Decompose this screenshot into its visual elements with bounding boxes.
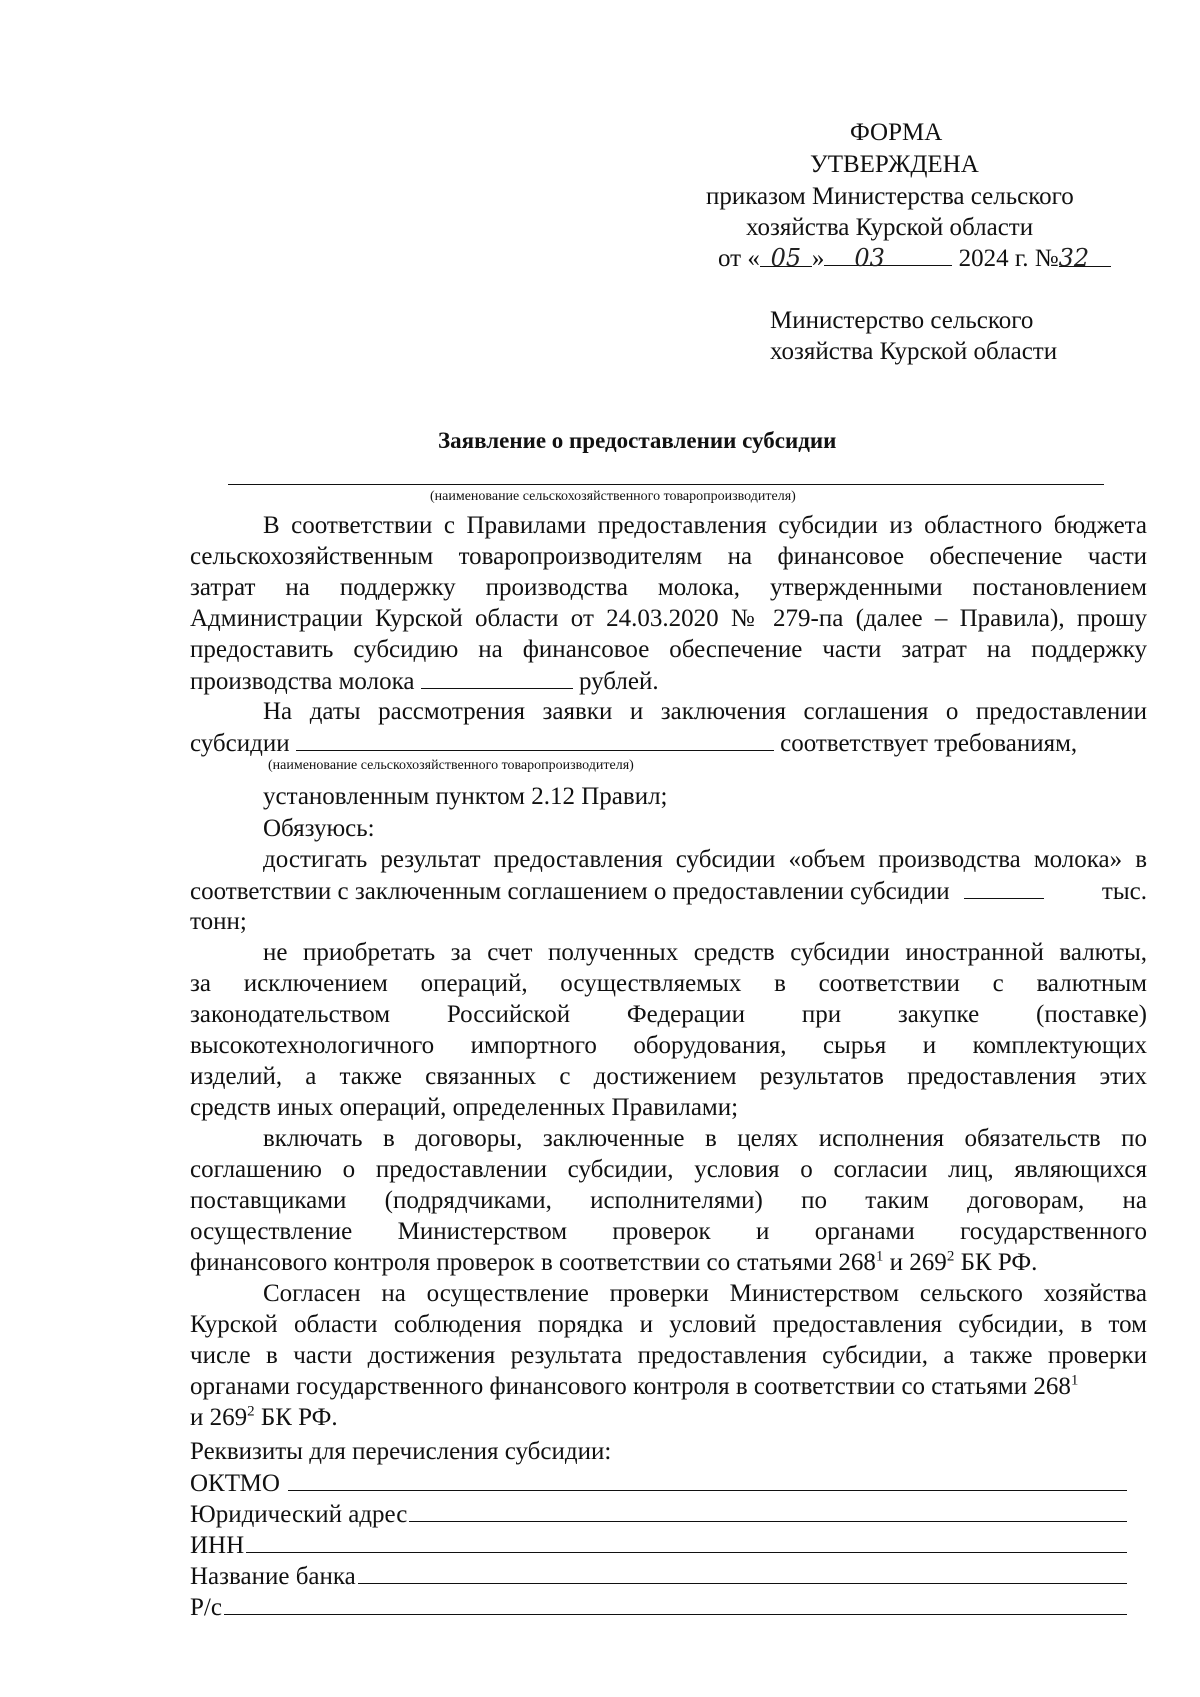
obligation-c-line-4: осуществление Министерством проверок и органами государственного: [190, 1218, 1147, 1245]
para1-line-6: [190, 666, 659, 696]
obligation-c-line-3: поставщиками (подрядчиками, исполнителями) по таким договорам, на: [190, 1187, 1147, 1214]
oktmo-row: [190, 1468, 1127, 1498]
date-day: 05: [770, 244, 802, 272]
producer-caption: (наименование сельскохозяйственного товаропроизводителя): [430, 489, 796, 504]
obligations-heading: Обязуюсь:: [263, 815, 375, 842]
obligation-b-line-5: изделий, а также связанных с достижением результатов предоставления этих: [190, 1063, 1147, 1090]
obligation-c-line-2: соглашению о предоставлении субсидии, условия о согласии лиц, являющихся: [190, 1156, 1147, 1183]
para1-line-6-start: производства молока: [190, 668, 415, 695]
obligation-c-line-5-mid: и 269: [889, 1249, 947, 1276]
sup-2: 2: [946, 1248, 955, 1265]
date-mid: »: [811, 245, 825, 272]
consent-line-4-text: органами государственного финансового контроля в соответствии со статьями 268: [190, 1373, 1071, 1400]
obligation-b-line-3: законодательством Российской Федерации при закупке (поставке): [190, 1001, 1147, 1028]
order-line-1: приказом Министерства сельского: [706, 183, 1074, 210]
account-row: [190, 1592, 1127, 1622]
producer-name-field[interactable]: [296, 728, 774, 751]
consent-line-2: Курской области соблюдения порядка и условий предоставления субсидии, в том: [190, 1311, 1147, 1338]
obligation-a-line-3: тонн;: [190, 908, 247, 935]
consent-line-5-start: и 269: [190, 1404, 248, 1431]
para1-line-5: предоставить субсидию на финансовое обеспечение части затрат на поддержку: [190, 636, 1147, 663]
consent-line-1: Согласен на осуществление проверки Министерством сельского хозяйства: [263, 1280, 1147, 1307]
inn-label: ИНН: [190, 1532, 245, 1559]
para2-line-2-end: соответствует требованиям,: [780, 730, 1078, 757]
document-title: Заявление о предоставлении субсидии: [438, 428, 837, 453]
obligation-b-line-2: за исключением операций, осуществляемых в соответствии с валютным: [190, 970, 1147, 997]
para1-line-2: сельскохозяйственным товаропроизводителям на финансовое обеспечение части: [190, 543, 1147, 570]
legal-address-label: Юридический адрес: [190, 1501, 408, 1528]
obligation-a-line-2: [190, 876, 1147, 906]
para1-line-3: затрат на поддержку производства молока, утвержденными постановлением: [190, 574, 1147, 601]
obligation-b-line-4: высокотехнологичного импортного оборудования, сырья и комплектующих: [190, 1032, 1147, 1059]
bank-label: Название банка: [190, 1563, 356, 1590]
date-month: 03: [854, 244, 885, 272]
sup-1b: 1: [1070, 1372, 1079, 1389]
para1-line-4: Администрации Курской области от 24.03.2020 № 279-па (далее – Правила), прошу: [190, 605, 1147, 632]
consent-line-4: [190, 1372, 1078, 1401]
para2-line-3: установленным пунктом 2.12 Правил;: [263, 783, 668, 810]
obligation-c-line-5-start: финансового контроля проверок в соответствии со статьями 268: [190, 1249, 876, 1276]
sup-1: 1: [875, 1248, 884, 1265]
para1-line-1: В соответствии с Правилами предоставления субсидии из областного бюджета: [263, 512, 1147, 539]
sup-2b: 2: [247, 1403, 255, 1420]
addressee-line-1: Министерство сельского: [770, 307, 1034, 334]
bank-row: [190, 1561, 1127, 1591]
obligation-b-line-1: не приобретать за счет полученных средств субсидии иностранной валюты,: [263, 939, 1147, 966]
para2-line-2: [190, 728, 1077, 758]
consent-line-5-end: БК РФ.: [260, 1404, 338, 1431]
obligation-b-line-6: средств иных операций, определенных Правилами;: [190, 1094, 739, 1121]
addressee-line-2: хозяйства Курской области: [770, 338, 1058, 365]
requisites-heading: Реквизиты для перечисления субсидии:: [190, 1438, 612, 1465]
order-number: 32: [1058, 244, 1090, 272]
oktmo-field[interactable]: [288, 1468, 1127, 1491]
legal-address-row: [190, 1499, 1127, 1529]
para2-line-2-start: субсидии: [190, 730, 290, 757]
oktmo-label: ОКТМО: [190, 1470, 280, 1497]
amount-field[interactable]: [421, 666, 573, 689]
obligation-c-line-5: [190, 1248, 1037, 1277]
milk-volume-field[interactable]: [964, 876, 1044, 899]
obligation-a-line-1: достигать результат предоставления субсидии «объем производства молока» в: [263, 846, 1147, 873]
form-label: ФОРМА: [850, 119, 943, 146]
bank-field[interactable]: [358, 1561, 1127, 1584]
order-date-line: [718, 244, 1111, 273]
para2-caption: (наименование сельскохозяйственного товаропроизводителя): [268, 758, 634, 773]
inn-field[interactable]: [246, 1530, 1127, 1553]
account-label: Р/с: [190, 1594, 222, 1621]
producer-name-line: [228, 484, 1104, 485]
date-prefix: от «: [718, 245, 760, 272]
obligation-c-line-5-end: БК РФ.: [960, 1249, 1038, 1276]
para2-line-1: На даты рассмотрения заявки и заключения соглашения о предоставлении: [263, 698, 1147, 725]
approved-label: УТВЕРЖДЕНА: [810, 151, 979, 178]
date-year: 2024 г. №: [958, 245, 1059, 272]
obligation-a-line-2-end: тыс.: [1101, 878, 1147, 905]
obligation-c-line-1: включать в договоры, заключенные в целях исполнения обязательств по: [263, 1125, 1147, 1152]
order-line-2: хозяйства Курской области: [746, 214, 1034, 241]
inn-row: [190, 1530, 1127, 1560]
account-field[interactable]: [224, 1592, 1127, 1615]
obligation-a-line-2-start: соответствии с заключенным соглашением о предоставлении субсидии: [190, 878, 950, 905]
consent-line-3: числе в части достижения результата предоставления субсидии, а также проверки: [190, 1342, 1147, 1369]
para1-line-6-end: рублей.: [578, 668, 659, 695]
consent-line-5: [190, 1403, 338, 1432]
legal-address-field[interactable]: [409, 1499, 1127, 1522]
